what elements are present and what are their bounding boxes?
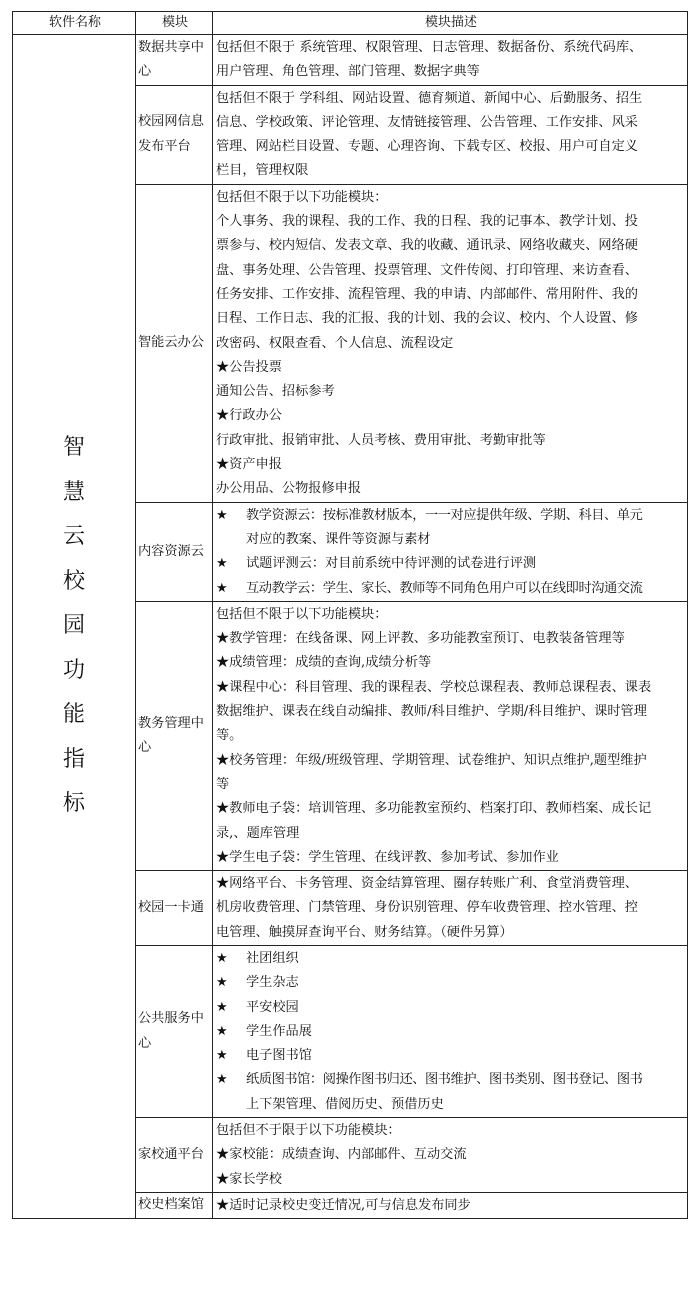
- module-description-cell: [213, 1118, 688, 1193]
- description-line: 行政审批、报销审批、人员考核、费用审批、考勤审批等: [216, 432, 546, 448]
- description-line: 社团组织: [246, 950, 299, 966]
- star-icon: ★: [216, 1023, 228, 1039]
- star-list-item: [216, 1020, 685, 1044]
- star-icon: ★: [216, 975, 228, 991]
- description-line: 数据维护、课表在线自动编排、教师/科目维护、学期/科目维护、课时管理: [216, 704, 647, 720]
- description-line: 个人事务、我的课程、我的工作、我的日程、我的记事本、教学计划、投: [216, 214, 638, 230]
- description-line: 信息、学校政策、评论管理、友情链接管理、公告管理、工作安排、风采: [216, 114, 638, 130]
- description-line: 电子图书馆: [246, 1048, 312, 1064]
- software-name-char: 校: [62, 568, 85, 594]
- star-icon: ★: [216, 950, 228, 966]
- module-name-cell: 内容资源云: [136, 502, 213, 601]
- star-item-text: [246, 577, 685, 601]
- description-line: ★校务管理：年级/班级管理、学期管理、试卷维护、知识点维护,题型维护: [216, 752, 647, 768]
- star-list-item: [216, 947, 685, 971]
- star-icon: ★: [216, 1072, 228, 1088]
- description-line: ★教学管理：在线备课、网上评教、多功能教室预订、电教装备管理等: [216, 631, 625, 647]
- software-name-char: 慧: [62, 479, 85, 505]
- star-item-text: [246, 947, 685, 971]
- description-line: 日程、工作日志、我的汇报、我的计划、我的会议、校内、个人设置、修: [216, 311, 638, 327]
- module-name-cell: 公共服务中心: [136, 945, 213, 1117]
- star-icon: ★: [216, 580, 228, 596]
- module-description-cell: [213, 945, 688, 1117]
- description-line: 改密码、权限查看、个人信息、流程设定: [216, 335, 454, 351]
- module-description-cell: [213, 601, 688, 870]
- description-line: ★适时记录校史变迁情况,可与信息发布同步: [216, 1197, 471, 1213]
- description-line: 学生杂志: [246, 975, 299, 991]
- header-row: [13, 12, 688, 35]
- description-line: 试题评测云：对目前系统中待评测的试卷进行评测: [246, 556, 537, 572]
- table-row: [13, 35, 688, 86]
- description-line: 包括但不限于 学科组、网站设置、德育频道、新闻中心、后勤服务、招生: [216, 90, 643, 106]
- description-line: ★成绩管理：成绩的查询,成绩分析等: [216, 655, 432, 671]
- description-line: 学生作品展: [246, 1023, 312, 1039]
- description-line: 教学资源云：按标准教材版本，一一对应提供年级、学期、科目、单元: [246, 507, 643, 523]
- function-spec-table: [12, 11, 688, 1219]
- description-line: 办公用品、公物报修申报: [216, 481, 362, 497]
- star-icon: ★: [216, 999, 228, 1015]
- star-item-text: [246, 1044, 685, 1068]
- software-name-char: 标: [62, 791, 85, 817]
- description-line: 任务安排、工作安排、流程管理、我的申请、内部邮件、常用附件、我的: [216, 286, 638, 302]
- software-name-char: 功: [62, 657, 85, 683]
- module-name-cell: 智能云办公: [136, 184, 213, 502]
- star-list-item: [216, 971, 685, 995]
- module-name-cell: 家校通平台: [136, 1118, 213, 1193]
- description-line: 录,、题库管理: [216, 825, 300, 841]
- software-name-char: 云: [62, 524, 85, 550]
- star-list-item: [216, 552, 685, 576]
- star-list-item: [216, 1044, 685, 1068]
- description-line: 票参与、校内短信、发表文章、我的收藏、通讯录、网络收藏夹、网络硬: [216, 238, 638, 254]
- description-line: 包括但不于限于以下功能模块：: [216, 1123, 401, 1139]
- software-name-cell: [13, 35, 136, 1219]
- description-line: ★家校能：成绩查询、内部邮件、互动交流: [216, 1147, 467, 1163]
- description-line: ★网络平台、卡务管理、资金结算管理、圈存转账广利、食堂消费管理、: [216, 876, 638, 892]
- star-item-text: [246, 1068, 685, 1117]
- description-line: 上下架管理、借阅历史、预借历史: [246, 1096, 444, 1112]
- description-line: 平安校园: [246, 999, 299, 1015]
- star-list-item: [216, 996, 685, 1020]
- description-line: ★家长学校: [216, 1171, 282, 1187]
- star-list-item: [216, 504, 685, 553]
- description-line: 电管理、触摸屏查询平台、财务结算。（硬件另算）: [216, 924, 513, 940]
- description-line: 机房收费管理、门禁管理、身份识别管理、停车收费管理、控水管理、控: [216, 900, 638, 916]
- software-name-char: 指: [62, 746, 85, 772]
- header-module-description: 模块描述: [213, 12, 688, 35]
- description-line: 等: [216, 776, 230, 792]
- description-line: ★公告投票: [216, 359, 282, 375]
- description-line: 包括但不限于以下功能模块：: [216, 189, 388, 205]
- module-description-cell: [213, 502, 688, 601]
- description-line: 包括但不限于 系统管理、权限管理、日志管理、数据备份、系统代码库、: [216, 40, 643, 55]
- description-line: ★学生电子袋：学生管理、在线评教、参加考试、参加作业: [216, 849, 559, 865]
- star-item-text: [246, 504, 685, 553]
- star-item-text: [246, 971, 685, 995]
- description-line: 纸质图书馆：阅操作图书归还、图书维护、图书类别、图书登记、图书: [246, 1072, 643, 1088]
- description-line: 栏目，管理权限: [216, 163, 309, 179]
- description-line: 对应的教案、课件等资源与素材: [246, 531, 431, 547]
- description-line: 管理、网站栏目设置、专题、心理咨询、下载专区、校报、用户可自定义: [216, 139, 638, 155]
- star-icon: ★: [216, 556, 228, 572]
- module-name-cell: 校史档案馆: [136, 1192, 213, 1218]
- description-line: 通知公告、招标参考: [216, 384, 335, 400]
- description-line: 互动教学云：学生、家长、教师等不同角色用户可以在线即时沟通交流: [246, 580, 643, 596]
- module-description-cell: [213, 871, 688, 946]
- star-list-item: [216, 1068, 685, 1117]
- software-name-char: 园: [62, 613, 85, 639]
- star-item-text: [246, 552, 685, 576]
- module-description-cell: [213, 184, 688, 502]
- description-line: ★资产申报: [216, 457, 282, 473]
- module-name-cell: 校园一卡通: [136, 871, 213, 946]
- description-line: ★课程中心：科目管理、我的课程表、学校总课程表、教师总课程表、课表: [216, 679, 652, 695]
- star-icon: ★: [216, 507, 228, 523]
- module-name-cell: 校园网信息发布平台: [136, 85, 213, 184]
- table-body: [13, 35, 688, 1219]
- software-name-char: 智: [62, 435, 85, 461]
- star-item-text: [246, 1020, 685, 1044]
- star-item-text: [246, 996, 685, 1020]
- description-line: ★教师电子袋：培训管理、多功能教室预约、档案打印、教师档案、成长记: [216, 801, 652, 817]
- description-line: 等。: [216, 728, 243, 744]
- module-description-cell: [213, 85, 688, 184]
- header-module: 模块: [136, 12, 213, 35]
- description-line: 用户管理、角色管理、部门管理、数据字典等: [216, 64, 480, 80]
- module-description-cell: [213, 1192, 688, 1218]
- description-line: ★行政办公: [216, 408, 282, 424]
- star-icon: ★: [216, 1048, 228, 1064]
- star-list-item: [216, 577, 685, 601]
- description-line: 盘、事务处理、公告管理、投票管理、文件传阅、打印管理、来访查看、: [216, 262, 638, 278]
- software-name-char: 能: [62, 702, 85, 728]
- module-description-cell: [213, 35, 688, 86]
- module-name-cell: 教务管理中心: [136, 601, 213, 870]
- header-software-name: 软件名称: [13, 12, 136, 35]
- module-name-cell: 数据共享中心: [136, 35, 213, 86]
- description-line: 包括但不限于以下功能模块：: [216, 606, 388, 622]
